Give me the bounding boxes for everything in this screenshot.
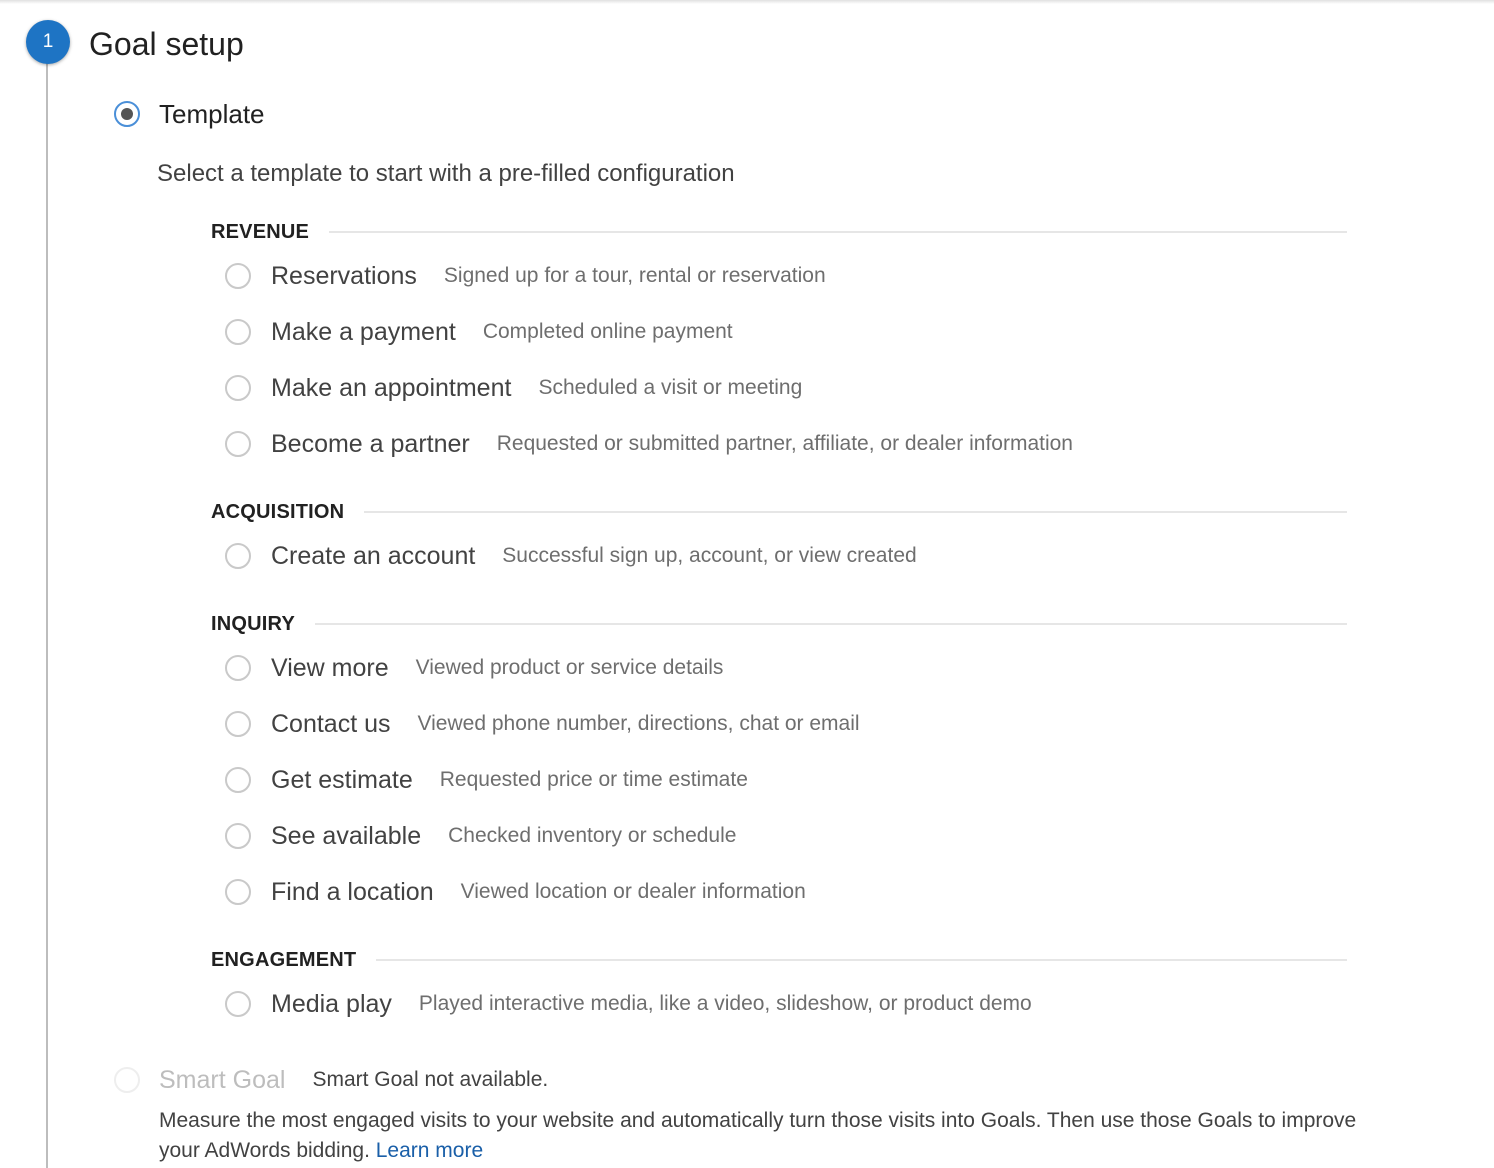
template-description: Select a template to start with a pre-filled configuration bbox=[157, 160, 735, 187]
option-name[interactable]: Contact us bbox=[271, 709, 391, 738]
option-name[interactable]: Media play bbox=[271, 989, 392, 1018]
radio-button[interactable] bbox=[225, 375, 251, 401]
smart-goal-radio bbox=[114, 1067, 140, 1093]
option-description: Checked inventory or schedule bbox=[448, 824, 737, 847]
option-name[interactable]: View more bbox=[271, 653, 389, 682]
radio-button[interactable] bbox=[225, 543, 251, 569]
option-find-a-location[interactable] bbox=[225, 874, 806, 910]
radio-button[interactable] bbox=[225, 655, 251, 681]
category-label: INQUIRY bbox=[211, 612, 295, 635]
learn-more-link[interactable]: Learn more bbox=[375, 1139, 484, 1162]
option-description: Viewed phone number, directions, chat or email bbox=[417, 712, 860, 735]
option-name[interactable]: Get estimate bbox=[271, 765, 413, 794]
radio-button[interactable] bbox=[225, 263, 251, 289]
option-make-an-appointment[interactable] bbox=[225, 370, 802, 406]
step-title: Goal setup bbox=[89, 26, 244, 62]
category-label: REVENUE bbox=[211, 220, 310, 243]
option-name[interactable]: Make a payment bbox=[271, 317, 456, 346]
category-label: ENGAGEMENT bbox=[211, 948, 357, 971]
radio-button[interactable] bbox=[225, 879, 251, 905]
option-view-more[interactable] bbox=[225, 650, 723, 686]
category-divider bbox=[315, 623, 1347, 625]
option-reservations[interactable] bbox=[225, 258, 826, 294]
option-description: Requested or submitted partner, affiliate, or dealer information bbox=[496, 432, 1073, 455]
category-header-revenue bbox=[211, 218, 1347, 246]
option-media-play[interactable] bbox=[225, 986, 1032, 1022]
option-create-an-account[interactable] bbox=[225, 538, 917, 574]
radio-button[interactable] bbox=[225, 767, 251, 793]
smart-goal-description-text: Measure the most engaged visits to your website and automatically turn those visits into Goals. Then use those Goals to improve your AdWords bidding. bbox=[159, 1109, 1357, 1162]
option-description: Played interactive media, like a video, slideshow, or product demo bbox=[418, 992, 1032, 1015]
category-divider bbox=[329, 231, 1347, 233]
smart-goal-note: Smart Goal not available. bbox=[312, 1068, 549, 1091]
smart-goal-description bbox=[159, 1106, 1359, 1166]
option-name[interactable]: Make an appointment bbox=[271, 373, 512, 402]
smart-goal-option bbox=[114, 1062, 548, 1098]
top-shadow bbox=[0, 0, 1494, 4]
smart-goal-label: Smart Goal bbox=[159, 1065, 286, 1094]
category-divider bbox=[376, 959, 1347, 961]
category-header-inquiry bbox=[211, 610, 1347, 638]
option-description: Requested price or time estimate bbox=[439, 768, 748, 791]
step-number-badge: 1 bbox=[26, 20, 70, 64]
option-contact-us[interactable] bbox=[225, 706, 860, 742]
option-description: Scheduled a visit or meeting bbox=[538, 376, 803, 399]
option-description: Completed online payment bbox=[482, 320, 733, 343]
option-name[interactable]: Become a partner bbox=[271, 429, 470, 458]
option-description: Successful sign up, account, or view created bbox=[502, 544, 917, 567]
category-header-acquisition bbox=[211, 498, 1347, 526]
option-see-available[interactable] bbox=[225, 818, 736, 854]
option-get-estimate[interactable] bbox=[225, 762, 748, 798]
template-label[interactable]: Template bbox=[159, 99, 265, 129]
option-name[interactable]: Reservations bbox=[271, 261, 417, 290]
template-radio[interactable] bbox=[114, 101, 140, 127]
option-make-a-payment[interactable] bbox=[225, 314, 733, 350]
option-name[interactable]: See available bbox=[271, 821, 422, 850]
radio-button[interactable] bbox=[225, 431, 251, 457]
option-name[interactable]: Find a location bbox=[271, 877, 434, 906]
radio-button[interactable] bbox=[225, 991, 251, 1017]
option-description: Signed up for a tour, rental or reservation bbox=[443, 264, 826, 287]
option-description: Viewed product or service details bbox=[415, 656, 724, 679]
option-description: Viewed location or dealer information bbox=[460, 880, 806, 903]
category-label: ACQUISITION bbox=[211, 500, 345, 523]
stepper-line bbox=[46, 56, 48, 1168]
option-become-a-partner[interactable] bbox=[225, 426, 1073, 462]
category-header-engagement bbox=[211, 946, 1347, 974]
category-divider bbox=[364, 511, 1347, 513]
option-name[interactable]: Create an account bbox=[271, 541, 476, 570]
radio-button[interactable] bbox=[225, 319, 251, 345]
radio-button[interactable] bbox=[225, 823, 251, 849]
radio-button[interactable] bbox=[225, 711, 251, 737]
